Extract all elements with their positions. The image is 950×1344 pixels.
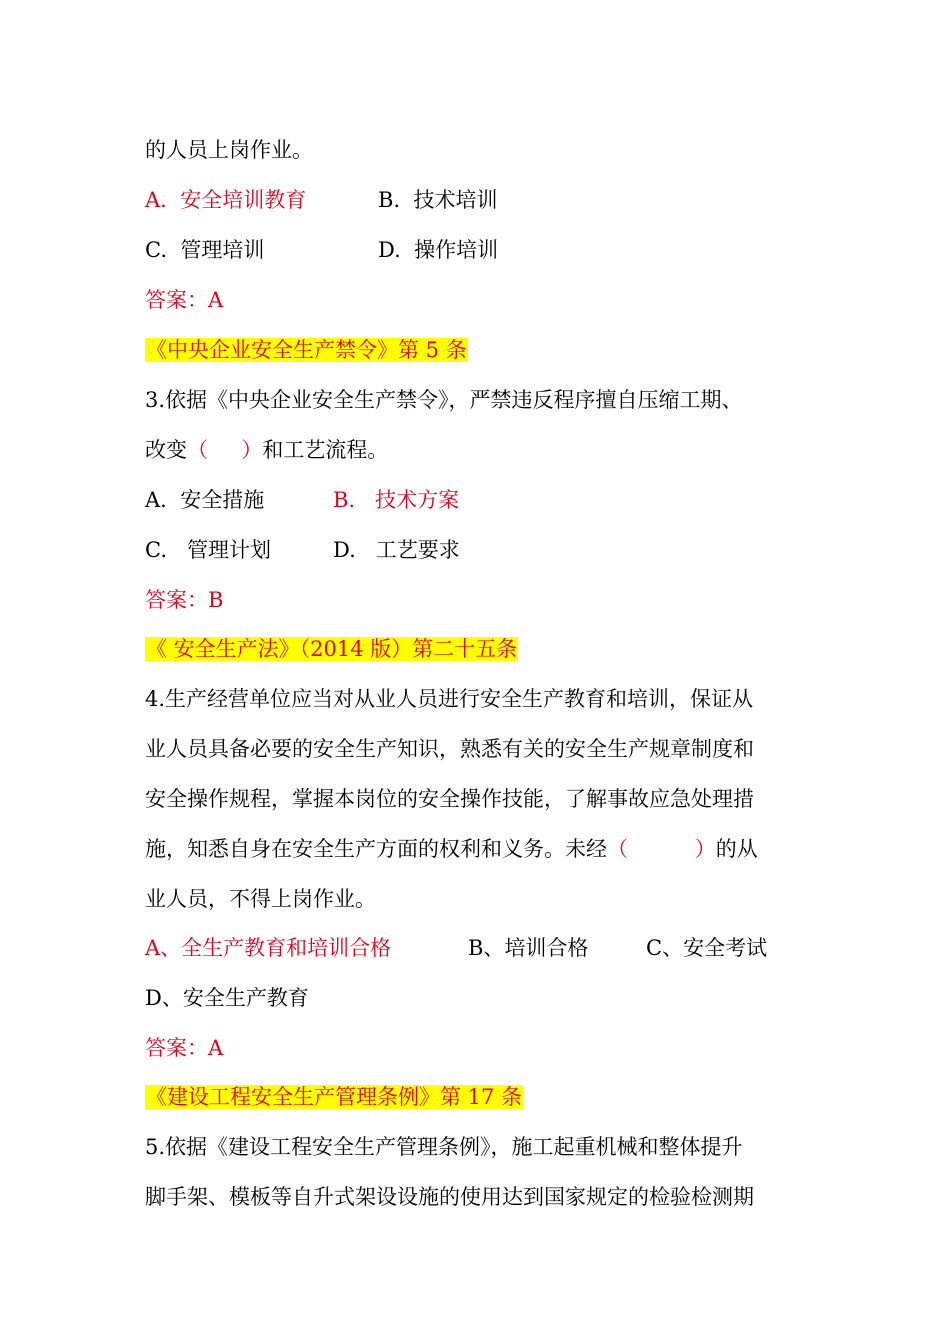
q2-option-d: D. 操作培训 bbox=[378, 238, 499, 262]
q3-option-d: D. 工艺要求 bbox=[333, 538, 460, 562]
q4-source: 《 安全生产法》（2014 版）第二十五条 bbox=[146, 637, 518, 661]
q4-stem-line5: 业人员，不得上岗作业。 bbox=[145, 887, 376, 911]
q3-option-a: A. 安全措施 bbox=[145, 488, 265, 512]
q4-option-c: C、安全考试 bbox=[646, 936, 768, 960]
q3-options-row1 bbox=[145, 485, 845, 515]
q2-option-a: A. 安全培训教育 bbox=[145, 188, 307, 212]
q2-option-c: C. 管理培训 bbox=[145, 238, 265, 262]
q4-stem-line2: 业人员具备必要的安全生产知识，熟悉有关的安全生产规章制度和 bbox=[145, 737, 754, 761]
q2-answer: 答案：A bbox=[145, 288, 224, 312]
q2-options-row1 bbox=[145, 185, 845, 215]
q3-source: 《中央企业安全生产禁令》第 5 条 bbox=[146, 338, 467, 362]
q4-option-a: A、全生产教育和培训合格 bbox=[145, 936, 392, 960]
q4-option-d: D、安全生产教育 bbox=[145, 986, 309, 1010]
q3-blank: （ ） bbox=[187, 438, 263, 462]
q3-answer: 答案：B bbox=[145, 588, 224, 612]
q4-stem-line4: 施，知悉自身在安全生产方面的权利和义务。未经（ ）的从 bbox=[145, 837, 758, 861]
q5-stem-line1: 5.依据《建设工程安全生产管理条例》，施工起重机械和整体提升 bbox=[145, 1135, 743, 1159]
q2-option-b: B. 技术培训 bbox=[378, 188, 498, 212]
q5-stem-line2: 脚手架、模板等自升式架设设施的使用达到国家规定的检验检测期 bbox=[145, 1185, 754, 1209]
q4-stem-line1: 4.生产经营单位应当对从业人员进行安全生产教育和培训，保证从 bbox=[145, 687, 754, 711]
q2-options-row2 bbox=[145, 235, 845, 265]
q3-options-row2 bbox=[145, 535, 845, 565]
q3-option-b: B. 技术方案 bbox=[333, 488, 460, 512]
q3-stem-line2: 改变（ ）和工艺流程。 bbox=[145, 438, 389, 462]
q4-option-b: B、培训合格 bbox=[468, 936, 589, 960]
q3-stem-line1: 3.依据《中央企业安全生产禁令》，严禁违反程序擅自压缩工期、 bbox=[145, 388, 743, 412]
q4-stem-line3: 安全操作规程，掌握本岗位的安全操作技能，了解事故应急处理措 bbox=[145, 787, 754, 811]
q5-source: 《建设工程安全生产管理条例》第 17 条 bbox=[146, 1085, 523, 1109]
q2-stem-tail: 的人员上岗作业。 bbox=[145, 138, 313, 162]
q4-options-row1 bbox=[145, 933, 845, 963]
q4-blank: （ ） bbox=[607, 837, 716, 861]
q4-answer: 答案：A bbox=[145, 1036, 224, 1060]
q3-option-c: C. 管理计划 bbox=[145, 538, 272, 562]
